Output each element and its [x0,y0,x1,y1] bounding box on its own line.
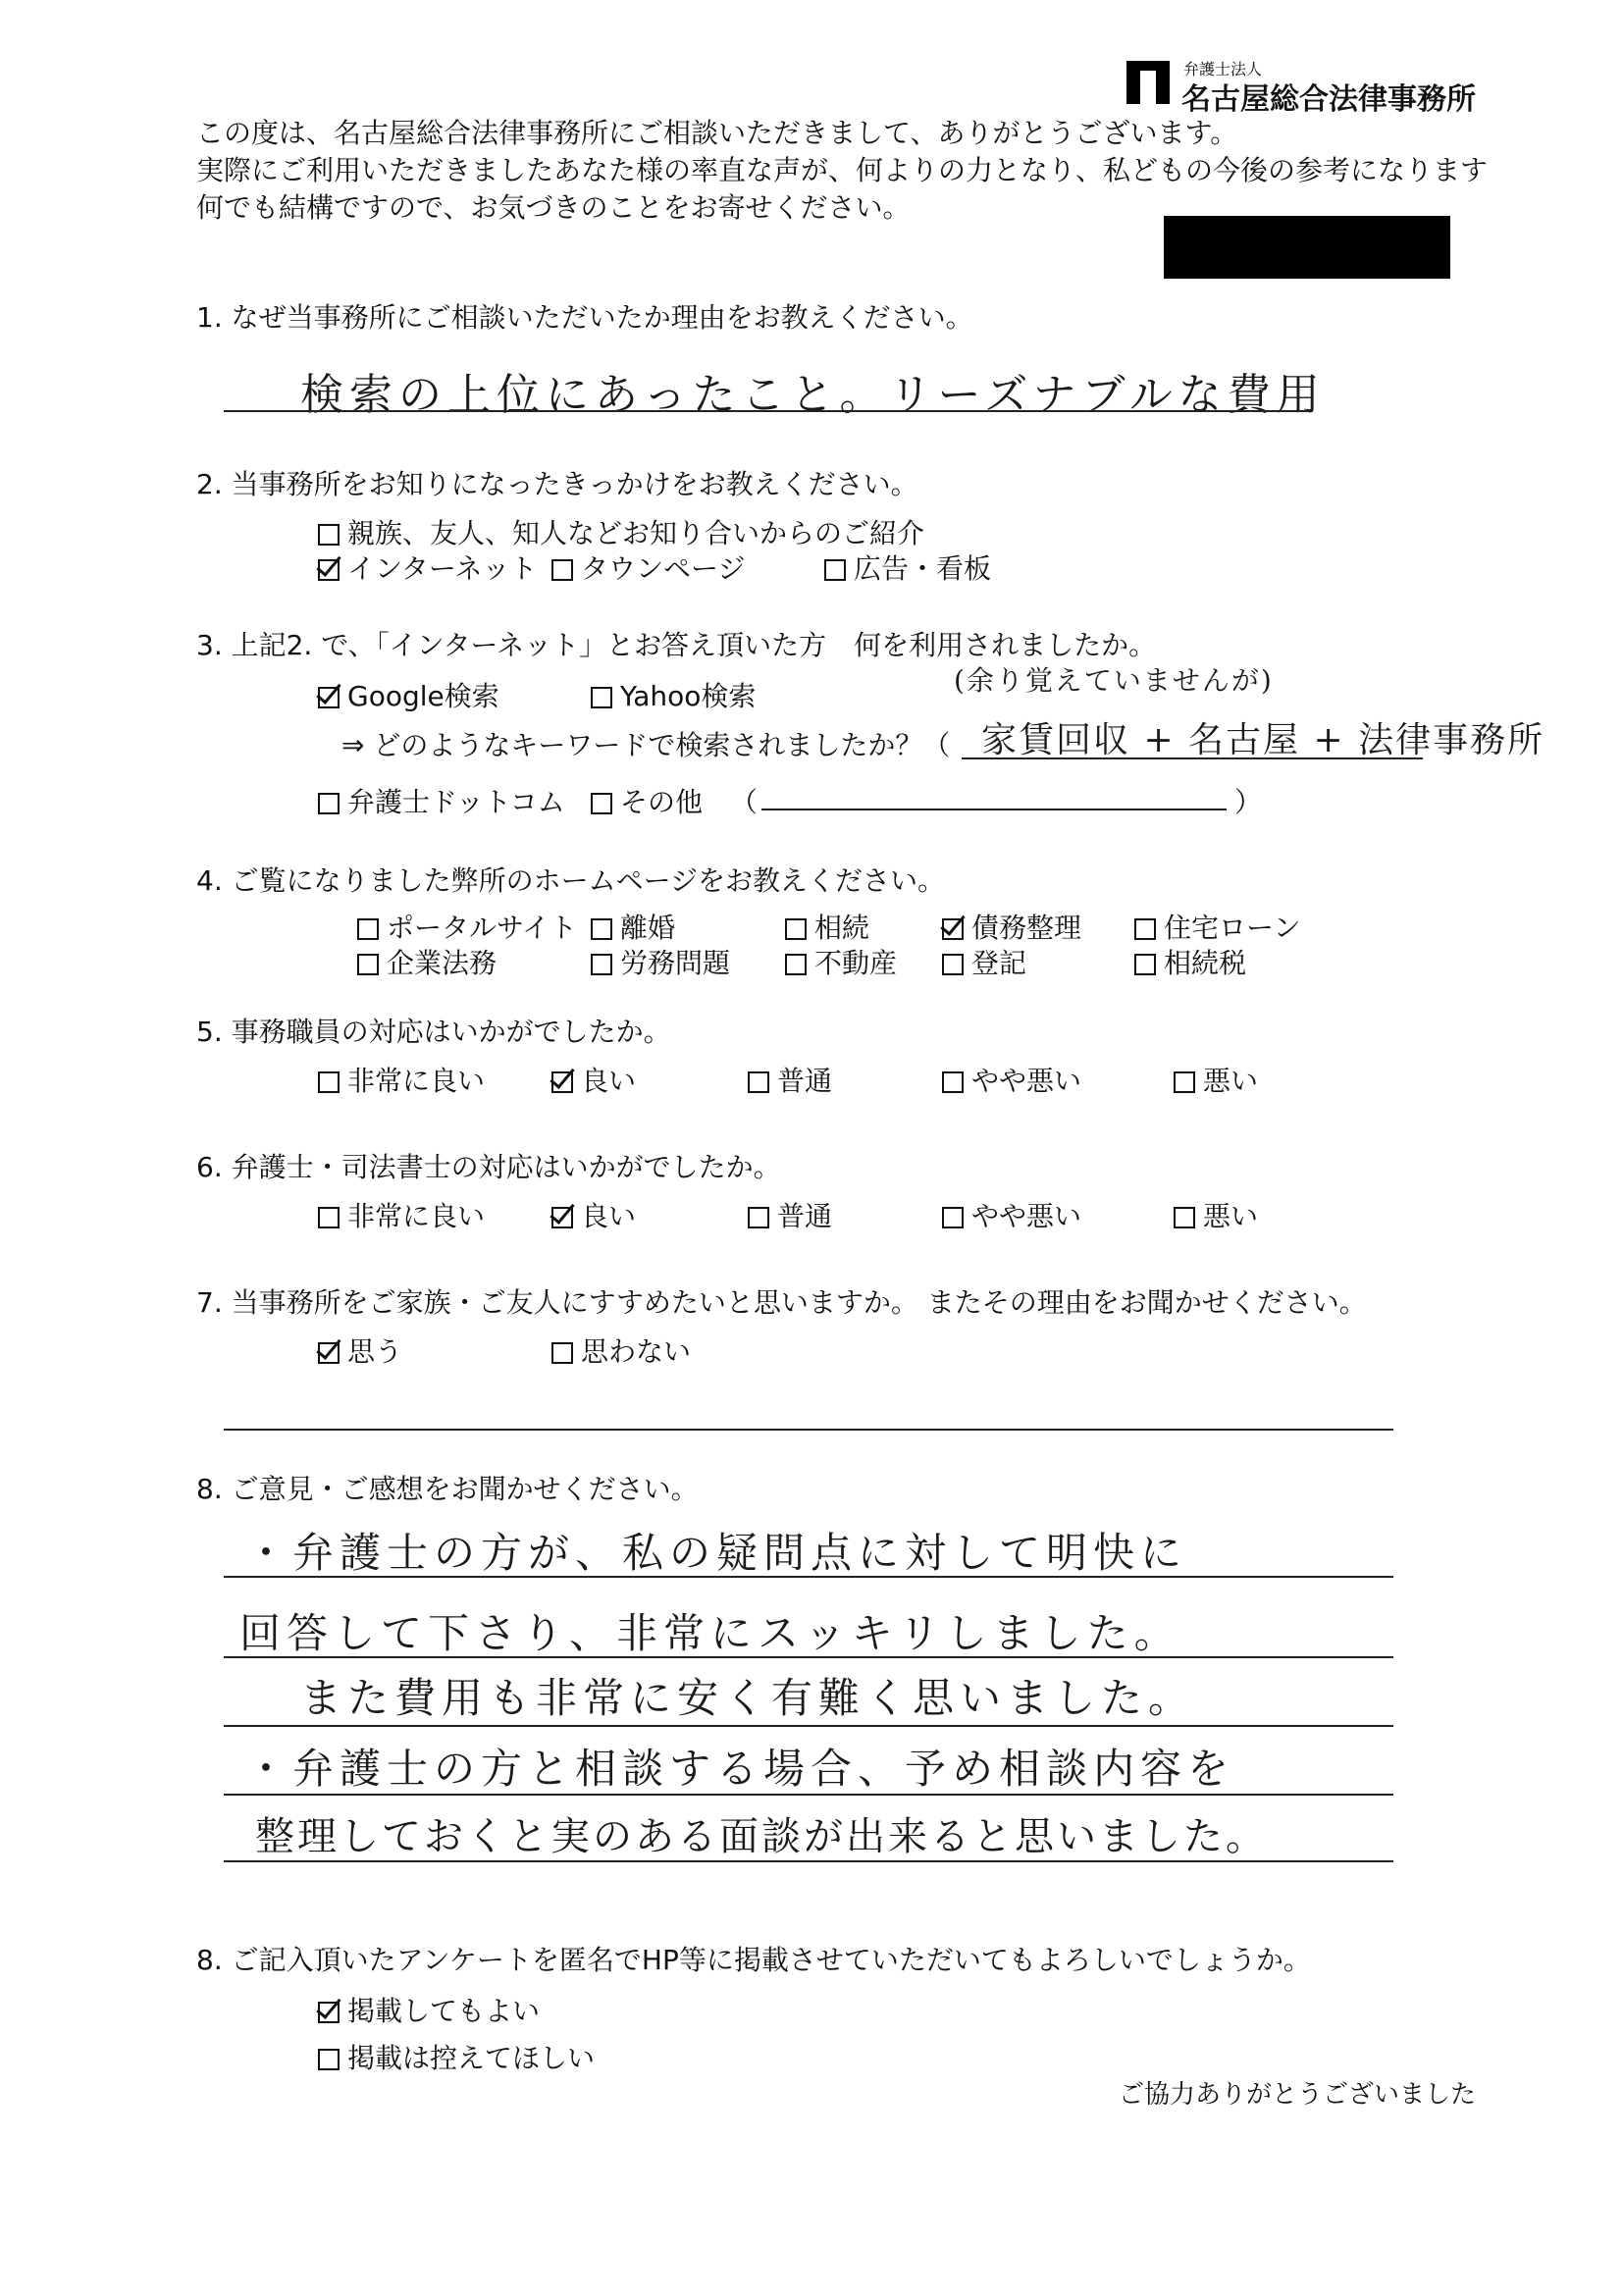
q2-option-ads[interactable]: 広告・看板 [824,548,991,587]
q2-question: 2. 当事務所をお知りになったきっかけをお教えください。 [196,468,918,500]
q8-rule-2 [224,1656,1393,1658]
q8-rule-4 [224,1794,1393,1796]
checkbox-checked-icon[interactable] [551,1071,573,1093]
q4-option-labor[interactable]: 労務問題 [591,942,730,981]
checkbox-icon[interactable] [1174,1071,1195,1093]
q6-option-somewhat-bad[interactable]: やや悪い [942,1195,1081,1234]
q5-option-very-good[interactable]: 非常に良い [318,1060,485,1099]
q1-question: 1. なぜ当事務所にご相談いただいたか理由をお教えください。 [196,301,973,334]
q6-option-good[interactable]: 良い [551,1195,636,1234]
q4-option-divorce[interactable]: 離婚 [591,907,675,946]
firm-logo-icon [1126,61,1170,104]
q4-question: 4. ご覧になりました弊所のホームページをお教えください。 [196,864,946,897]
checkbox-icon[interactable] [591,687,612,708]
q4-option-registration[interactable]: 登記 [942,942,1026,981]
checkbox-icon[interactable] [748,1207,769,1228]
checkbox-icon[interactable] [591,954,612,975]
checkbox-icon[interactable] [1134,918,1156,940]
q3-other-input-line[interactable] [761,809,1227,810]
q3-keyword-note: (余り覚えていませんが) [954,664,1274,697]
checkbox-checked-icon[interactable] [551,1207,573,1228]
q7-option-yes[interactable]: 思う [318,1331,402,1370]
q8-question: 8. ご意見・ご感想をお聞かせください。 [196,1473,699,1505]
q7-reason-line[interactable] [224,1429,1393,1431]
q4-option-portal[interactable]: ポータルサイト [357,907,577,946]
checkbox-icon[interactable] [318,524,340,546]
checkbox-icon[interactable] [824,559,846,581]
q5-option-good[interactable]: 良い [551,1060,636,1099]
logo-firm-name: 名古屋総合法律事務所 [1181,82,1476,117]
q4-option-real-estate[interactable]: 不動産 [785,942,897,981]
q8-answer-line-1: ・弁護士の方が、私の疑問点に対して明快に [245,1529,1188,1577]
checkbox-icon[interactable] [357,954,379,975]
q6-option-bad[interactable]: 悪い [1174,1195,1258,1234]
checkbox-checked-icon[interactable] [942,918,964,940]
q7-option-no[interactable]: 思わない [551,1331,691,1370]
q4-option-corporate[interactable]: 企業法務 [357,942,497,981]
checkbox-icon[interactable] [591,793,612,814]
q2-option-referral[interactable]: 親族、友人、知人などお知り合いからのご紹介 [318,512,924,551]
q7-question: 7. 当事務所をご家族・ご友人にすすめたいと思いますか。 またその理由をお聞かせください。 [196,1286,1367,1319]
q3-option-yahoo[interactable]: Yahoo検索 [591,675,756,714]
checkbox-icon[interactable] [318,1071,340,1093]
q9-option-allow[interactable]: 掲載してもよい [318,1990,540,2029]
q1-answer[interactable]: 検索の上位にあったこと。リーズナブルな費用 [300,370,1326,420]
checkbox-checked-icon[interactable] [318,559,340,581]
checkbox-icon[interactable] [942,1207,964,1228]
q8-rule-5 [224,1860,1393,1862]
q3-other-close-paren: ） [1234,786,1263,818]
intro-line-1: この度は、名古屋総合法律事務所にご相談いただきまして、ありがとうございます。 [196,117,1238,149]
checkbox-icon[interactable] [551,1342,573,1364]
q1-answer-line [224,410,1313,412]
checkbox-icon[interactable] [551,559,573,581]
checkbox-checked-icon[interactable] [318,1342,340,1364]
checkbox-icon[interactable] [942,954,964,975]
q2-option-internet[interactable]: インターネット [318,548,537,587]
q2-option-townpage[interactable]: タウンページ [551,548,745,587]
q5-question: 5. 事務職員の対応はいかがでしたか。 [196,1016,671,1048]
q3-keyword-answer[interactable]: 家賃回収 + 名古屋 + 法律事務所 [981,720,1545,760]
q8-rule-3 [224,1725,1393,1727]
checkbox-icon[interactable] [942,1071,964,1093]
q3-option-google[interactable]: Google検索 [318,675,499,714]
q8-answer-line-2: 回答して下さり、非常にスッキリしました。 [239,1609,1181,1657]
checkbox-icon[interactable] [1134,954,1156,975]
intro-line-2: 実際にご利用いただきましたあなた様の率直な声が、何よりの力となり、私どもの今後の参考になります [196,154,1489,186]
checkbox-icon[interactable] [591,918,612,940]
q4-option-housing-loan[interactable]: 住宅ローン [1134,907,1300,946]
logo-small-text: 弁護士法人 [1183,60,1263,78]
q6-question: 6. 弁護士・司法書士の対応はいかがでしたか。 [196,1151,781,1183]
q5-option-somewhat-bad[interactable]: やや悪い [942,1060,1081,1099]
q6-option-very-good[interactable]: 非常に良い [318,1195,485,1234]
q8-answer-line-5: 整理しておくと実のある面談が出来ると思いました。 [255,1814,1268,1859]
q3-option-bengo4[interactable]: 弁護士ドットコム [318,781,565,820]
q3-other-open-paren: （ [730,786,759,818]
q9-question: 8. ご記入頂いたアンケートを匿名でHP等に掲載させていただいてもよろしいでしょうか。 [196,1944,1311,1976]
q3-keyword-line [962,757,1423,759]
q4-option-inheritance-tax[interactable]: 相続税 [1134,942,1246,981]
checkbox-checked-icon[interactable] [318,687,340,708]
q4-option-inheritance[interactable]: 相続 [785,907,869,946]
q9-option-decline[interactable]: 掲載は控えてほしい [318,2037,595,2076]
intro-line-3: 何でも結構ですので、お気づきのことをお寄せください。 [196,191,911,224]
q3-option-other[interactable]: その他 [591,781,703,820]
q3-question: 3. 上記2. で、「インターネット」とお答え頂いた方 何を利用されましたか。 [196,629,1157,661]
footer-thanks: ご協力ありがとうございました [1119,2080,1477,2110]
checkbox-icon[interactable] [318,793,340,814]
q8-answer-line-3: また費用も非常に安く有難く思いました。 [300,1674,1196,1722]
q8-answer-line-4: ・弁護士の方と相談する場合、予め相談内容を [245,1745,1235,1793]
checkbox-icon[interactable] [318,2049,340,2070]
checkbox-icon[interactable] [318,1207,340,1228]
q8-rule-1 [224,1576,1393,1578]
q6-option-average[interactable]: 普通 [748,1195,832,1234]
q5-option-bad[interactable]: 悪い [1174,1060,1258,1099]
q5-option-average[interactable]: 普通 [748,1060,832,1099]
checkbox-icon[interactable] [748,1071,769,1093]
q4-option-debt[interactable]: 債務整理 [942,907,1081,946]
checkbox-icon[interactable] [357,918,379,940]
checkbox-icon[interactable] [1174,1207,1195,1228]
q3-keyword-prompt: ⇒ どのようなキーワードで検索されましたか？（ [341,729,951,761]
redaction-box [1164,216,1450,279]
checkbox-icon[interactable] [785,954,807,975]
checkbox-checked-icon[interactable] [318,2002,340,2023]
checkbox-icon[interactable] [785,918,807,940]
